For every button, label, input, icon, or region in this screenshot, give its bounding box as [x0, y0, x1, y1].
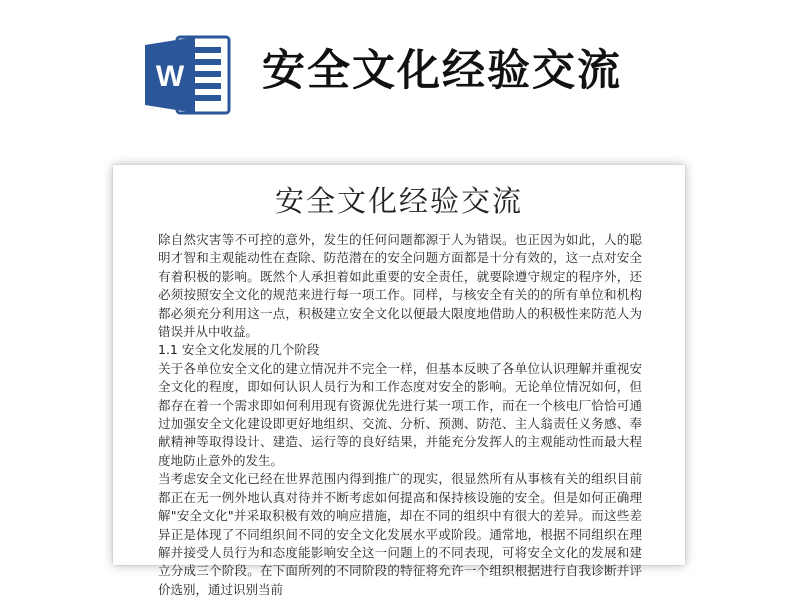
header-title: 安全文化经验交流	[262, 46, 622, 96]
header	[0, 0, 800, 150]
document-body	[158, 231, 642, 599]
word-document-icon	[143, 33, 233, 117]
section-heading: 1.1 安全文化发展的几个阶段	[158, 342, 320, 358]
document-page	[113, 165, 685, 597]
word-logo-letter: W	[155, 60, 185, 93]
paragraph-consideration: 当考虑安全文化已经在世界范围内得到推广的现实，很显然所有从事核有关的组织目前都正在无一例外地认真对待并不断考虑如何提高和保持核设施的安全。但是如何正确理解"安全文化"并采取积极有效的响应措施，却在不同的组织中有很大的差异。而这些差异正是体现了不同组织间不同的安全文化发展水平或阶段。通常地，根据不同组织在理解并接受人员行为和态度能影响安全这一问题上的不同表现，可将安全文化的发展和建立分成三个阶段。在下面所列的不同阶段的特征将允许一个组织根据进行自我诊断并评价选别，通过识别当前	[158, 471, 642, 597]
paragraph-intro: 除自然灾害等不可控的意外，发生的任何问题都源于人为错误。也正因为如此，人的聪明才智和主观能动性在查除、防范潜在的安全问题方面都是十分有效的，这一点对安全有着积极的影响。既然个人承担着如此重要的安全责任，就要除遵守规定的程序外，还必须按照安全文化的规范来进行每一项工作。同样，与核安全有关的的所有单位和机构都必须充分利用这一点，积极建立安全文化以便最大限度地借助人的积极性来防范人为错误并从中收益。	[158, 232, 642, 340]
document-title: 安全文化经验交流	[274, 184, 523, 218]
paragraph-stages: 关于各单位安全文化的建立情况并不完全一样，但基本反映了各单位认识理解并重视安全文化的程度，即如何认识人员行为和工作态度对安全的影响。无论单位情况如何，但都存在着一个需求即如何利用现有资源优先进行某一项工作，而在一个核电厂恰恰可通过加强安全文化建设即更好地组织、交流、分析、预测、防范、主人翁责任义务感、奉献精神等取得设计、建造、运行等的良好结果，并能充分发挥人的主观能动性而最大程度地防止意外的发生。	[158, 360, 642, 468]
